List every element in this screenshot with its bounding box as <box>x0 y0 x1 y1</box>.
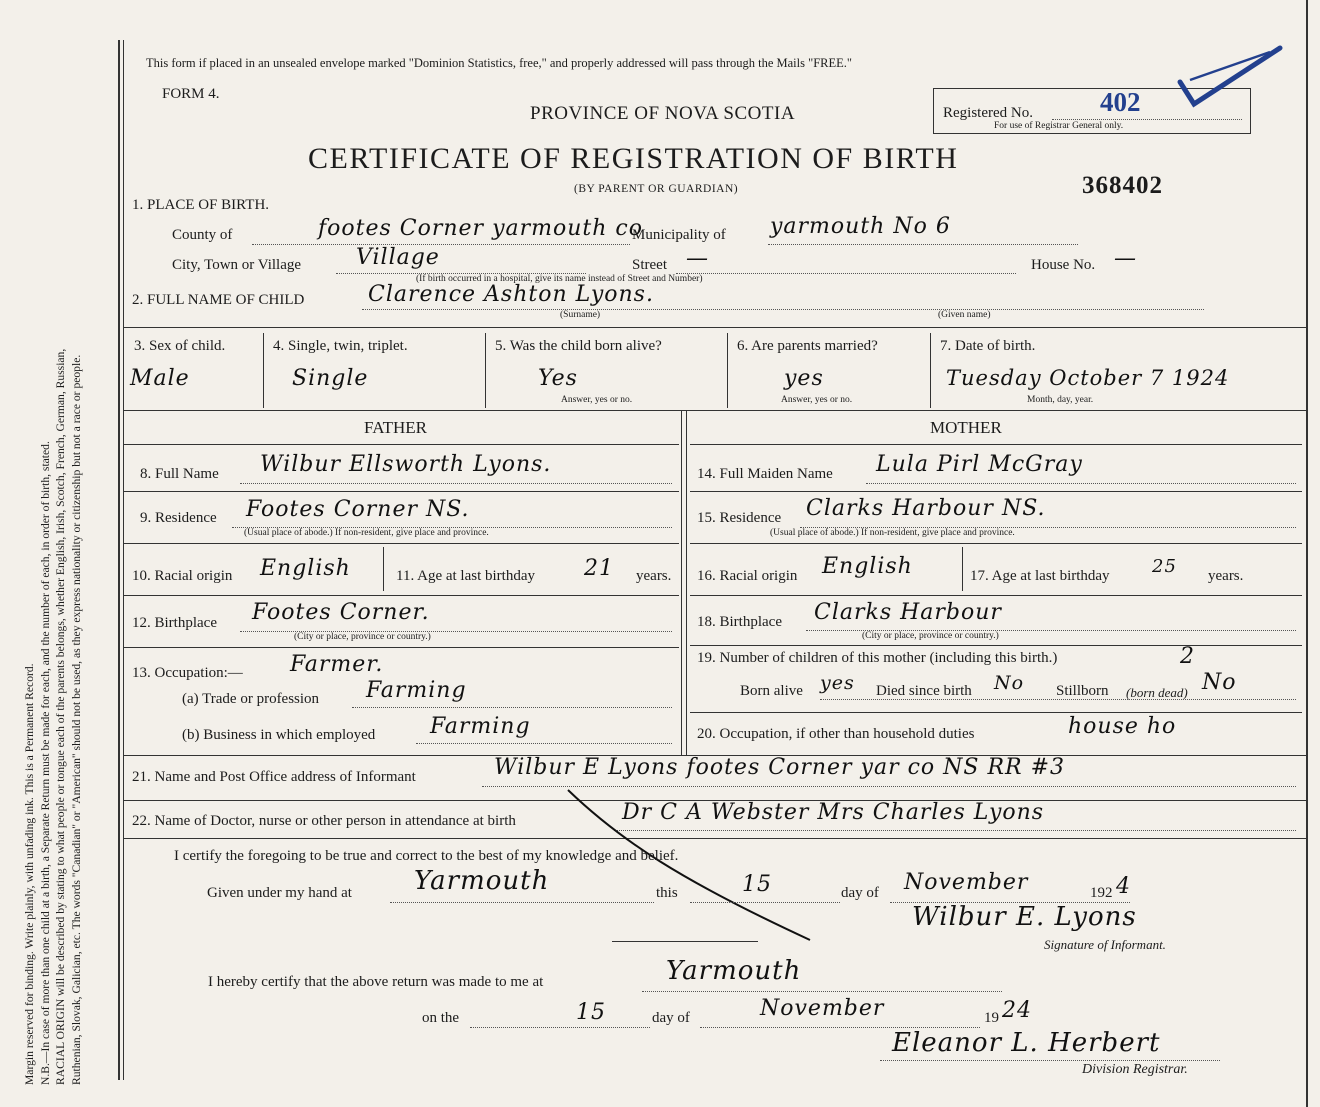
business-value: Farming <box>430 714 531 739</box>
born-alive-note: Answer, yes or no. <box>561 395 633 405</box>
registrar-day-of-label: day of <box>652 1010 690 1026</box>
row-rule <box>690 712 1302 713</box>
father-racial-value: English <box>260 556 351 581</box>
section-rule <box>123 410 1306 411</box>
parent-column-rule <box>681 410 682 755</box>
column-rule <box>485 333 486 408</box>
serial-number: 368402 <box>1082 172 1163 199</box>
place-of-birth-label: 1. PLACE OF BIRTH. <box>132 197 270 213</box>
mother-age-value: 25 <box>1152 556 1177 577</box>
house-number-value: — <box>1114 246 1137 271</box>
street-label: Street <box>632 257 667 273</box>
parent-column-rule <box>686 410 687 755</box>
county-label: County of <box>172 227 233 243</box>
section-rule <box>690 444 1302 445</box>
father-name-label: 8. Full Name <box>140 466 219 482</box>
row-rule <box>690 491 1302 492</box>
row-rule <box>690 595 1302 596</box>
born-alive-label: 5. Was the child born alive? <box>495 338 662 354</box>
father-residence-note: (Usual place of abode.) If non-resident, give place and province. <box>244 528 489 538</box>
children-count-label: 19. Number of children of this mother (including this birth.) <box>697 650 1058 666</box>
fill-line <box>676 273 1016 274</box>
mother-name-value: Lula Pirl McGray <box>876 452 1083 477</box>
municipality-label: Municipality of <box>632 227 726 243</box>
sex-label: 3. Sex of child. <box>134 338 226 354</box>
fill-line <box>642 991 1002 992</box>
registrar-year-value: 24 <box>1002 998 1032 1023</box>
mother-birthplace-label: 18. Birthplace <box>697 614 782 630</box>
born-alive-value: Yes <box>538 366 578 391</box>
mother-residence-value: Clarks Harbour NS. <box>806 496 1046 521</box>
section-rule <box>123 327 1306 328</box>
fill-line <box>820 699 1296 700</box>
father-age-label: 11. Age at last birthday <box>396 568 535 584</box>
division-registrar-label: Division Registrar. <box>1082 1062 1188 1077</box>
province-heading: PROVINCE OF NOVA SCOTIA <box>530 103 796 124</box>
father-residence-label: 9. Residence <box>140 510 217 526</box>
this-label: this <box>656 885 678 901</box>
informant-signature-label: Signature of Informant. <box>1044 937 1166 952</box>
registrar-month-value: November <box>760 996 885 1021</box>
mother-name-label: 14. Full Maiden Name <box>697 466 833 482</box>
street-value: — <box>686 246 709 271</box>
parents-married-label: 6. Are parents married? <box>737 338 878 354</box>
date-of-birth-note: Month, day, year. <box>1027 395 1094 405</box>
row-rule <box>690 645 1302 646</box>
registered-number-label: Registered No. <box>943 105 1033 121</box>
column-rule <box>727 333 728 408</box>
margin-note-line: Ruthenian, Slovak, Galician, etc. The words "Canadian" or "American" should not be used, as they express nationality or citizenship but not a race or people. <box>69 354 83 1085</box>
check-mark-icon <box>1170 40 1290 120</box>
plurality-label: 4. Single, twin, triplet. <box>273 338 408 354</box>
father-birthplace-note: (City or place, province or country.) <box>294 632 431 642</box>
certificate-subtitle: (BY PARENT OR GUARDIAN) <box>574 183 739 195</box>
municipality-value: yarmouth No 6 <box>770 214 951 239</box>
father-name-value: Wilbur Ellsworth Lyons. <box>260 452 552 477</box>
date-of-birth-value: Tuesday October 7 1924 <box>946 366 1230 390</box>
binding-margin-rule <box>123 40 124 1080</box>
city-value: Village <box>356 245 440 270</box>
born-alive-count-value: yes <box>820 672 855 694</box>
father-heading: FATHER <box>364 418 427 437</box>
row-rule <box>123 595 679 596</box>
pen-stroke <box>560 780 820 950</box>
given-at-value: Yarmouth <box>414 866 550 896</box>
fill-line <box>362 309 1204 310</box>
fill-line <box>866 483 1296 484</box>
parents-married-note: Answer, yes or no. <box>781 395 853 405</box>
informant-label: 21. Name and Post Office address of Informant <box>132 769 416 785</box>
row-rule <box>123 543 679 544</box>
mother-racial-value: English <box>822 554 913 579</box>
attendant-label: 22. Name of Doctor, nurse or other person in attendance at birth <box>132 813 516 829</box>
attendant-value: Dr C A Webster Mrs Charles Lyons <box>622 800 1045 825</box>
fill-line <box>470 1027 650 1028</box>
father-occupation-label: 13. Occupation:— <box>132 665 243 681</box>
house-number-label: House No. <box>1031 257 1096 273</box>
fill-line <box>416 743 672 744</box>
registrar-year-prefix: 19 <box>984 1010 999 1026</box>
given-year-value: 4 <box>1116 874 1131 899</box>
mail-notice: This form if placed in an unsealed envelope marked "Dominion Statistics, free," and properly addressed will pass through the Mails "FREE." <box>146 56 853 70</box>
section-rule <box>123 444 679 445</box>
mother-occupation-label: 20. Occupation, if other than household duties <box>697 726 975 742</box>
cell-rule <box>962 547 963 591</box>
mother-racial-label: 16. Racial origin <box>697 568 798 584</box>
margin-instructions <box>22 25 122 1085</box>
registrar-use-note: For use of Registrar General only. <box>994 121 1124 131</box>
father-residence-value: Footes Corner NS. <box>246 497 470 522</box>
column-rule <box>930 333 931 408</box>
stillborn-note: (born dead) <box>1126 685 1188 700</box>
column-rule <box>263 333 264 408</box>
died-since-birth-value: No <box>994 672 1025 694</box>
given-day-value: 15 <box>742 872 772 897</box>
given-day-of-label: day of <box>841 885 879 901</box>
row-rule <box>123 647 679 648</box>
certificate-title: CERTIFICATE OF REGISTRATION OF BIRTH <box>308 142 959 175</box>
child-name-value: Clarence Ashton Lyons. <box>368 282 654 307</box>
form-right-edge <box>1306 0 1308 1107</box>
mother-age-label: 17. Age at last birthday <box>970 568 1110 584</box>
registrar-day-value: 15 <box>576 1000 606 1025</box>
cell-rule <box>383 547 384 591</box>
informant-value: Wilbur E Lyons footes Corner yar co NS RR #3 <box>494 755 1066 780</box>
form-number: FORM 4. <box>162 86 220 102</box>
stillborn-label: Stillborn <box>1056 683 1109 699</box>
father-birthplace-label: 12. Birthplace <box>132 615 217 631</box>
fill-line <box>390 902 654 903</box>
informant-certification: I certify the foregoing to be true and correct to the best of my knowledge and belief. <box>174 848 679 864</box>
separator-rule <box>612 941 758 942</box>
fill-line <box>880 1060 1220 1061</box>
died-since-birth-label: Died since birth <box>876 683 972 699</box>
plurality-value: Single <box>292 366 369 391</box>
given-at-label: Given under my hand at <box>207 885 352 901</box>
father-occupation-value: Farmer. <box>290 652 384 677</box>
margin-note-line: Margin reserved for binding. Write plainly, with unfading ink. This is a Permanent Record. <box>23 663 36 1085</box>
mother-heading: MOTHER <box>930 418 1002 437</box>
mother-residence-note: (Usual place of abode.) If non-resident, give place and province. <box>770 528 1015 538</box>
mother-residence-label: 15. Residence <box>697 510 782 526</box>
city-label: City, Town or Village <box>172 257 302 273</box>
surname-note: (Surname) <box>560 310 601 320</box>
fill-line <box>690 902 840 903</box>
given-month-value: November <box>904 870 1029 895</box>
father-racial-label: 10. Racial origin <box>132 568 233 584</box>
fill-line <box>768 244 1078 245</box>
registered-number-value: 402 <box>1100 87 1141 117</box>
business-label: (b) Business in which employed <box>182 727 376 743</box>
parents-married-value: yes <box>784 366 824 391</box>
trade-value: Farming <box>366 678 467 703</box>
fill-line <box>352 707 672 708</box>
registrar-certification: I hereby certify that the above return was made to me at <box>208 974 544 990</box>
margin-note-line: RACIAL ORIGIN will be described by stating to what people or tongue each of the parents belongs, whether English, Irish, Scotch, French, German, Russian, <box>54 348 68 1085</box>
binding-margin-rule <box>118 40 120 1080</box>
registrar-signature: Eleanor L. Herbert <box>892 1028 1161 1058</box>
mother-birthplace-note: (City or place, province or country.) <box>862 631 999 641</box>
stillborn-value: No <box>1202 670 1237 695</box>
mother-years-label: years. <box>1208 568 1244 584</box>
children-count-value: 2 <box>1180 644 1195 669</box>
mother-occupation-value: house ho <box>1068 714 1177 739</box>
sex-value: Male <box>130 366 190 391</box>
margin-note-line: N.B.—In case of more than one child at a birth, a Separate Return must be made for each, and the number of each, in order of birth, stated. <box>38 441 52 1085</box>
row-rule <box>690 543 1302 544</box>
fill-line <box>252 244 630 245</box>
county-value: footes Corner yarmouth co <box>318 216 643 241</box>
child-name-label: 2. FULL NAME OF CHILD <box>132 292 305 308</box>
father-age-value: 21 <box>584 556 614 581</box>
date-of-birth-label: 7. Date of birth. <box>940 338 1036 354</box>
fill-line <box>240 483 672 484</box>
father-birthplace-value: Footes Corner. <box>252 600 430 625</box>
street-note: (If birth occurred in a hospital, give its name instead of Street and Number) <box>416 274 703 284</box>
row-rule <box>123 491 679 492</box>
mother-birthplace-value: Clarks Harbour <box>814 600 1002 625</box>
father-years-label: years. <box>636 568 672 584</box>
born-alive-count-label: Born alive <box>740 683 803 699</box>
informant-signature: Wilbur E. Lyons <box>912 902 1137 932</box>
trade-label: (a) Trade or profession <box>182 691 320 707</box>
given-year-prefix: 192 <box>1090 885 1113 901</box>
on-the-label: on the <box>422 1010 460 1026</box>
given-name-note: (Given name) <box>938 310 991 320</box>
registrar-place-value: Yarmouth <box>666 956 802 986</box>
